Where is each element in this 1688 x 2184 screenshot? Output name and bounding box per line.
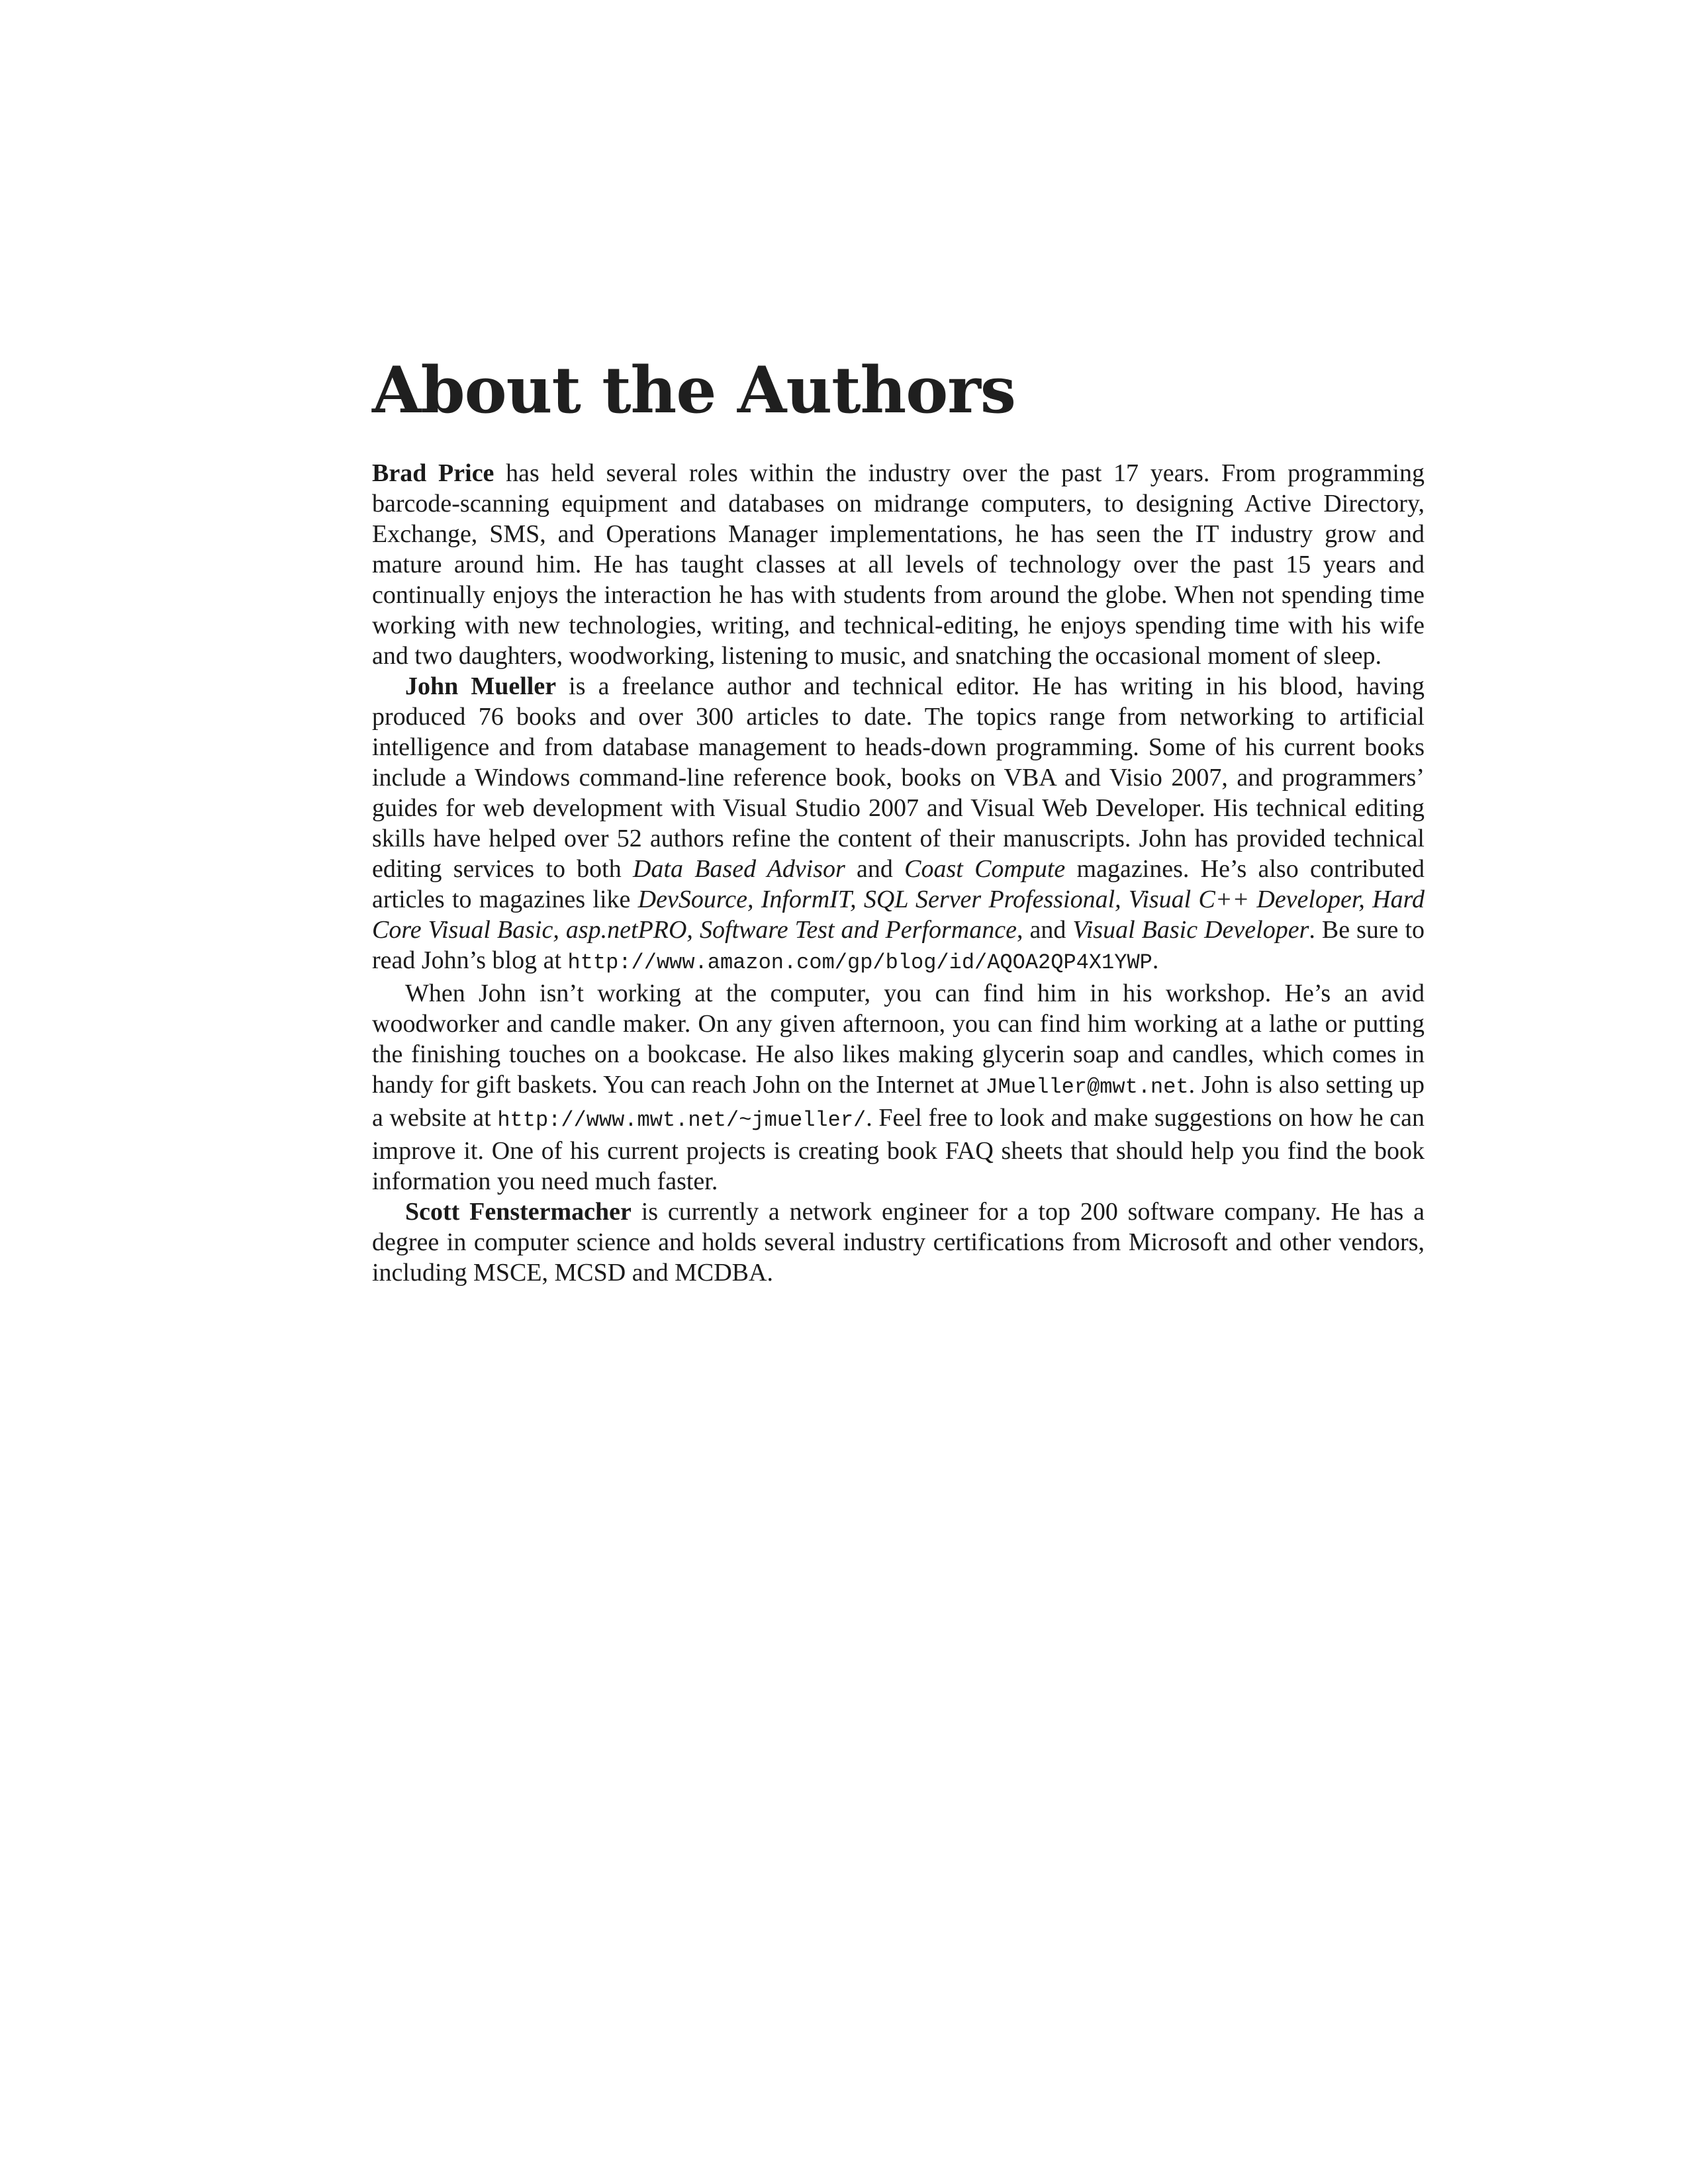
author-bio-text: When John isn’t working at the computer, you can find him in his workshop. He’s an avid woodworker and candle maker. On any given afternoon, you can find him working at a lathe or putting the finishing touches on a bookcase. He also likes making glycerin soap and candles, which comes in handy for gift baskets. You can reach John on the Internet at (372, 979, 1425, 1099)
magazine-list: DevSource, InformIT, SQL Server Professional, Visual C++ Developer, Hard Core Visual Basic, asp.netPRO, Software Test and Performance (372, 886, 1425, 944)
author-bio-text: is currently a network engineer for a top 200 software company. He has a degree in computer science and holds several industry certifications from Microsoft and other vendors, including MSCE, MCSD and MCDBA. (372, 1198, 1425, 1287)
author-bio-text: . John is also setting up a website at (372, 1071, 1425, 1132)
author-bio-text: magazines. He’s also contributed articles to magazines like (372, 855, 1425, 913)
author-bio-brad-price (372, 458, 1425, 671)
author-bio-text: is a freelance author and technical editor. He has writing in his blood, having produced 76 books and over 300 articles to date. The topics range from networking to artificial intelligence and from database management to heads-down programming. Some of his current books include a Windows command-line reference book, books on VBA and Visio 2007, and programmers’ guides for web development with Visual Studio 2007 and Visual Web Developer. His technical editing skills have helped over 52 authors refine the content of their manuscripts. John has provided technical editing services to both (372, 672, 1425, 883)
author-bio-john-mueller (372, 671, 1425, 978)
author-bio-text: has held several roles within the industry over the past 17 years. From programming barcode-scanning equipment and databases on midrange computers, to designing Active Directory, Exchange, SMS, and Operations Manager implementations, he has seen the IT industry grow and mature around him. He has taught classes at all levels of technology over the past 15 years and continually enjoys the interaction he has with students from around the globe. When not spending time working with new technologies, writing, and technical-editing, he enjoys spending time with his wife and two daughters, woodworking, listening to music, and snatching the occasional moment of sleep. (372, 459, 1425, 670)
author-name: John Mueller (405, 672, 557, 700)
author-name: Scott Fenstermacher (405, 1198, 632, 1226)
magazine-title: Data Based Advisor (632, 855, 845, 883)
author-bio-text: and (845, 855, 905, 883)
author-bio-scott-fenstermacher (372, 1197, 1425, 1288)
magazine-title: Visual Basic Developer (1072, 916, 1309, 944)
email-address[interactable]: JMueller@mwt.net (985, 1075, 1189, 1099)
author-bio-text: , and (1016, 916, 1073, 944)
author-bio-text: . Feel free to look and make suggestions on how he can improve it. One of his current projects is creating book FAQ sheets that should help you find the book information you need much faster. (372, 1104, 1425, 1195)
about-authors-section (372, 351, 1425, 1288)
author-bio-john-mueller-hobbies (372, 978, 1425, 1197)
author-bio-text: . Be sure to read John’s blog at (372, 916, 1425, 974)
website-url[interactable]: http://www.mwt.net/~jmueller/ (497, 1108, 867, 1132)
author-bio-text: . (1152, 946, 1159, 974)
blog-url[interactable]: http://www.amazon.com/gp/blog/id/AQOA2QP4X1YWP (567, 950, 1152, 975)
author-name: Brad Price (372, 459, 494, 487)
magazine-title: Coast Compute (904, 855, 1066, 883)
page-title: About the Authors (372, 353, 1015, 428)
